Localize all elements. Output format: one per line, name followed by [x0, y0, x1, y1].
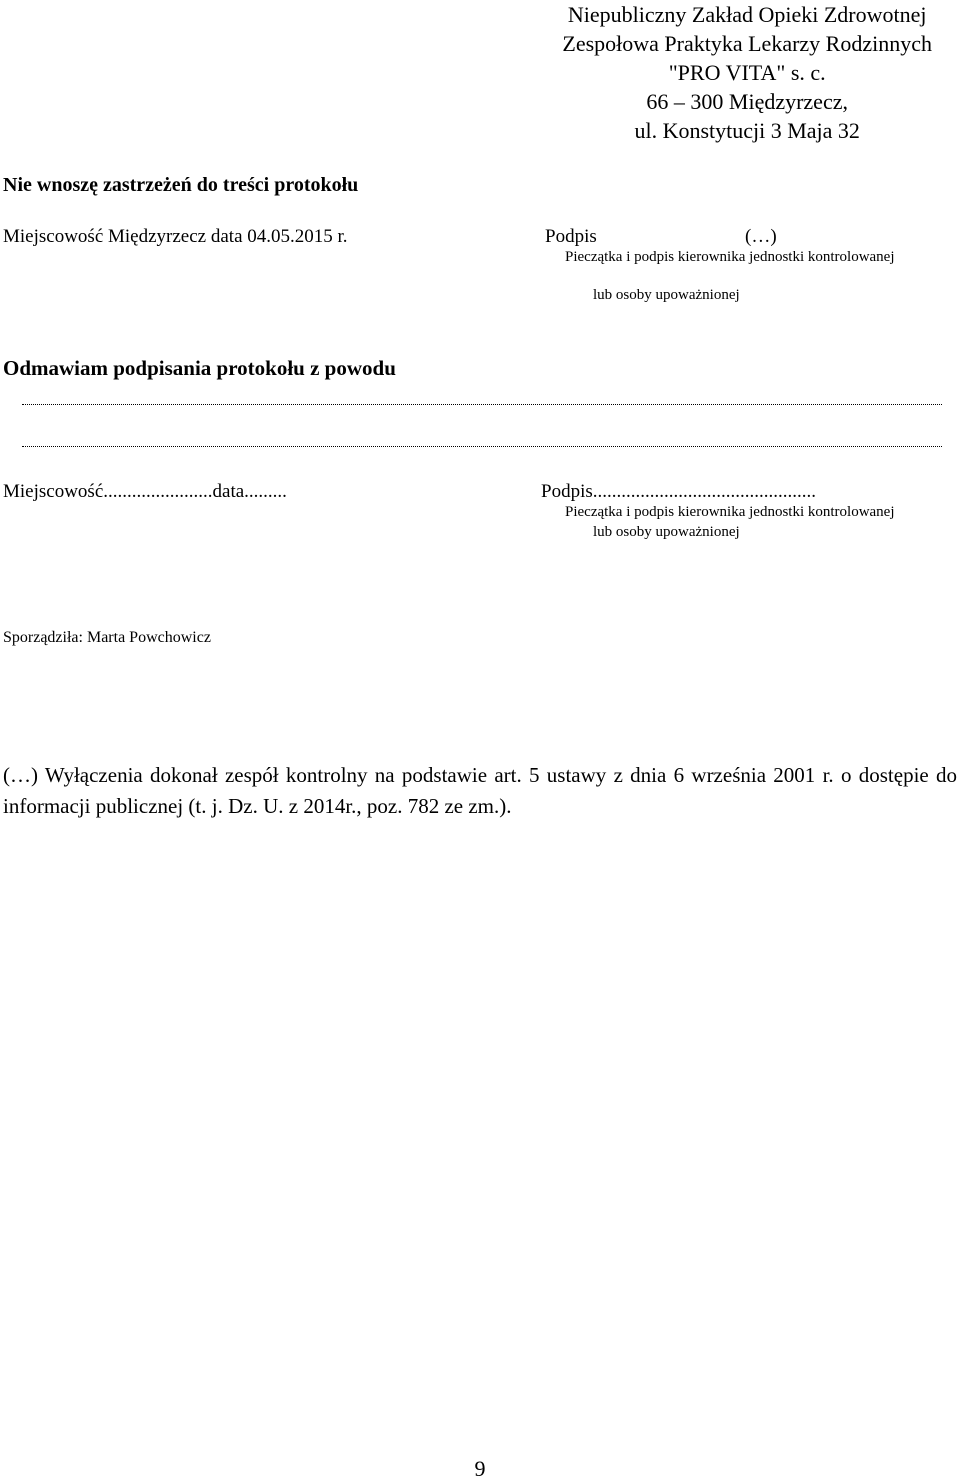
refusal-signature: Podpis...............................................: [541, 481, 816, 502]
facility-company-line: "PRO VITA" s. c.: [668, 60, 826, 85]
reason-dotted-line-1: [22, 404, 942, 405]
prepared-by: Sporządziła: Marta Powchowicz: [3, 629, 211, 646]
page-number: 9: [474, 1456, 486, 1481]
acceptance-stamp-caption-authorized: lub osoby upoważnionej: [593, 287, 740, 303]
acceptance-signature-label: Podpis: [545, 226, 597, 247]
acceptance-stamp-caption: Pieczątka i podpis kierownika jednostki kontrolowanej: [565, 249, 895, 265]
facility-name-line: Niepubliczny Zakład Opieki Zdrowotnej: [567, 2, 927, 27]
refusal-stamp-caption: Pieczątka i podpis kierownika jednostki kontrolowanej: [565, 504, 895, 520]
no-objections-heading: Nie wnoszę zastrzeżeń do treści protokołu: [3, 174, 359, 196]
reason-dotted-line-2: [22, 446, 942, 447]
facility-practice-line: Zespołowa Praktyka Lekarzy Rodzinnych: [562, 31, 932, 56]
acceptance-place-date: Miejscowość Międzyrzecz data 04.05.2015 r.: [3, 226, 348, 247]
exclusion-footnote: (…) Wyłączenia dokonał zespół kontrolny na podstawie art. 5 ustawy z dnia 6 września 2001 r. o dostępie do informacji publicznej (t. j. Dz. U. z 2014r., poz. 782 ze zm.).: [3, 763, 957, 818]
refusal-heading: Odmawiam podpisania protokołu z powodu: [3, 356, 396, 380]
refusal-stamp-caption-authorized: lub osoby upoważnionej: [593, 524, 740, 540]
refusal-place-date: Miejscowość.......................data.........: [3, 481, 287, 502]
acceptance-signature-value: (…): [745, 226, 777, 247]
facility-header: [562, 0, 932, 145]
facility-street-line: ul. Konstytucji 3 Maja 32: [634, 118, 860, 143]
facility-city-line: 66 – 300 Międzyrzecz,: [646, 89, 848, 114]
